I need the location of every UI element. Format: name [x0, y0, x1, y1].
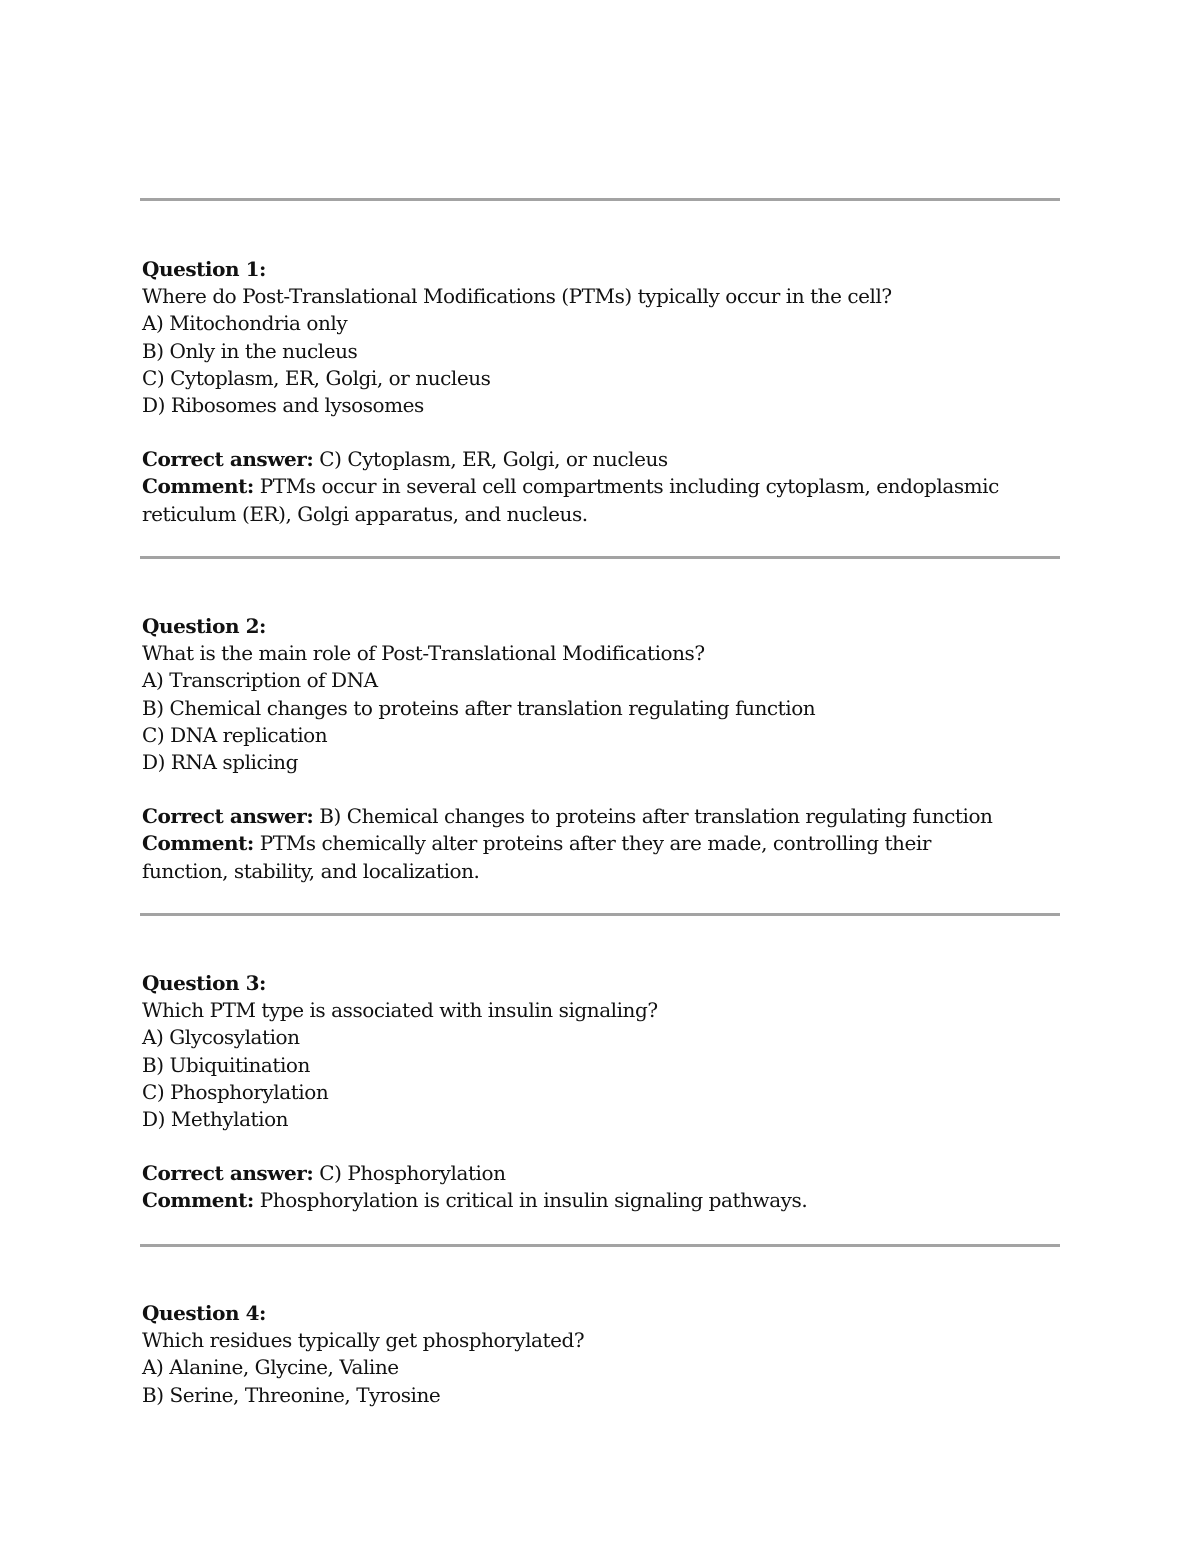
question-title: Question 4:: [142, 1301, 266, 1325]
comment-label: Comment:: [142, 831, 254, 856]
answer-option-c: C) Cytoplasm, ER, Golgi, or nucleus: [142, 365, 491, 390]
answer-option-c: C) DNA replication: [142, 722, 328, 747]
section-divider: [140, 913, 1060, 916]
comment-label: Comment:: [142, 474, 254, 499]
answer-option-d: D) RNA splicing: [142, 750, 298, 775]
comment-text: Phosphorylation is critical in insulin signaling pathways.: [259, 1188, 808, 1213]
question-prompt: Where do Post-Translational Modifications (PTMs) typically occur in the cell?: [142, 284, 892, 309]
question-block-1: [142, 256, 1042, 528]
correct-answer-value: C) Cytoplasm, ER, Golgi, or nucleus: [319, 447, 668, 472]
spacer: [142, 1133, 1042, 1160]
answer-option-a: A) Transcription of DNA: [142, 668, 378, 693]
question-title: Question 1:: [142, 257, 266, 281]
answer-option-b: B) Chemical changes to proteins after translation regulating function: [142, 695, 816, 720]
comment-line: [142, 473, 1012, 527]
correct-answer-line: [142, 1160, 1042, 1187]
question-prompt: Which PTM type is associated with insulin signaling?: [142, 998, 658, 1023]
correct-answer-value: C) Phosphorylation: [319, 1161, 506, 1186]
answer-option-b: B) Serine, Threonine, Tyrosine: [142, 1382, 441, 1407]
comment-text: PTMs occur in several cell compartments including cytoplasm, endoplasmic reticulum (ER), Golgi apparatus, and nucleus.: [142, 474, 999, 526]
question-title: Question 2:: [142, 614, 266, 638]
correct-answer-label: Correct answer:: [142, 1161, 314, 1186]
question-prompt: What is the main role of Post-Translational Modifications?: [142, 641, 705, 666]
answer-option-b: B) Only in the nucleus: [142, 338, 358, 363]
section-divider: [140, 556, 1060, 559]
correct-answer-line: [142, 803, 1042, 830]
section-divider: [140, 1244, 1060, 1247]
question-block-4: [142, 1300, 1042, 1409]
answer-option-a: A) Mitochondria only: [142, 311, 348, 336]
question-block-3: [142, 970, 1042, 1215]
spacer: [142, 776, 1042, 803]
correct-answer-value: B) Chemical changes to proteins after translation regulating function: [319, 804, 993, 829]
answer-option-a: A) Alanine, Glycine, Valine: [142, 1355, 399, 1380]
comment-line: [142, 830, 1012, 884]
question-prompt: Which residues typically get phosphorylated?: [142, 1328, 585, 1353]
spacer: [142, 419, 1042, 446]
answer-option-d: D) Ribosomes and lysosomes: [142, 393, 424, 418]
comment-text: PTMs chemically alter proteins after they are made, controlling their function, stability, and localization.: [142, 831, 931, 883]
section-divider: [140, 198, 1060, 201]
answer-option-d: D) Methylation: [142, 1107, 289, 1132]
comment-line: [142, 1187, 1012, 1214]
question-block-2: [142, 613, 1042, 885]
answer-option-a: A) Glycosylation: [142, 1025, 300, 1050]
correct-answer-label: Correct answer:: [142, 804, 314, 829]
answer-option-c: C) Phosphorylation: [142, 1079, 329, 1104]
comment-label: Comment:: [142, 1188, 254, 1213]
correct-answer-label: Correct answer:: [142, 447, 314, 472]
answer-option-b: B) Ubiquitination: [142, 1052, 310, 1077]
question-title: Question 3:: [142, 971, 266, 995]
correct-answer-line: [142, 446, 1042, 473]
